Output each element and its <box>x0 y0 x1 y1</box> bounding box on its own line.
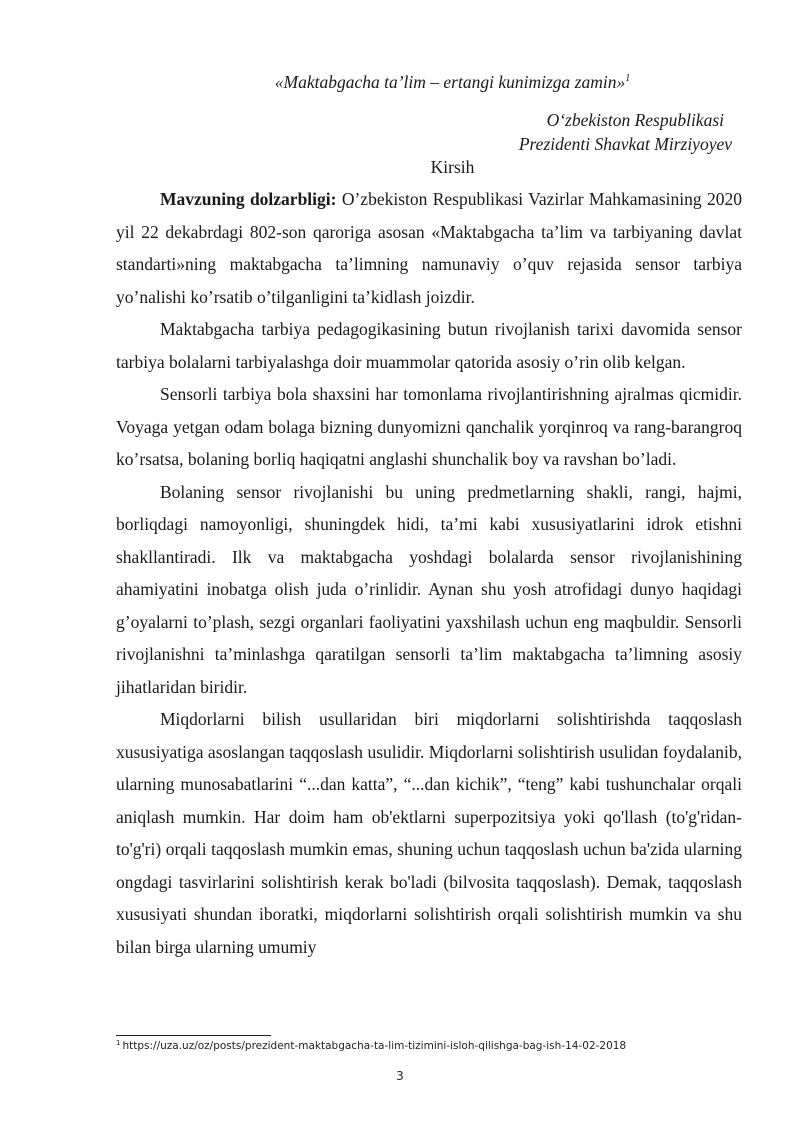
epigraph-quote <box>0 72 800 93</box>
paragraph-text: Miqdorlarni bilish usullaridan biri miqdorlarni solishtirishda taqqoslash xususiyatiga asoslangan taqqoslash usulidir. Miqdorlarni solishtirish usulidan foydalanib, ularning munosabatlarini “...dan katta”, “...dan kichik”, “teng” kabi tushunchalar orqali aniqlash mumkin. Har doim ham ob'ektlarni superpozitsiya yoki qo'llash (to'g'ridan-to'g'ri) orqali taqqoslash mumkin emas, shuning uchun taqqoslash uchun ba'zida ularning ongdagi tasvirlarini solishtirish kerak bo'ladi (bilvosita taqqoslash). Demak, taqqoslash xususiyati shundan iboratki, miqdorlarni solishtirish orqali solishtirish mumkin va shu bilan birga ularning umumiy <box>116 709 742 957</box>
footnote <box>116 1040 626 1052</box>
epigraph-attribution <box>519 108 732 156</box>
body-text <box>116 183 742 963</box>
footnote-divider <box>116 1035 271 1036</box>
page-number: 3 <box>396 1069 404 1083</box>
paragraph <box>116 703 742 963</box>
attribution-line-1: O‘zbekiston Respublikasi <box>546 110 724 130</box>
footnote-link[interactable]: https://uza.uz/oz/posts/prezident-maktabgacha-ta-lim-tizimini-isloh-qilishga-bag-ish-14-02-2018 <box>122 1040 627 1052</box>
epigraph-quote-text: «Maktabgacha ta’lim – ertangi kunimizga zamin» <box>274 72 626 92</box>
paragraph <box>116 183 742 313</box>
paragraph-text: O’zbekiston Respublikasi Vazirlar Mahkamasining 2020 yil 22 dekabrdagi 802-son qaroriga asosan «Maktabgacha ta’lim va tarbiyaning davlat standarti»ning maktabgacha ta’limning namunaviy o’quv rejasida sensor tarbiya yo’nalishi ko’rsatib o’tilganligini ta’kidlash joizdir. <box>116 189 742 307</box>
attribution-line-2: Prezidenti Shavkat Mirziyoyev <box>518 134 732 154</box>
footnote-reference[interactable]: 1 <box>625 73 631 85</box>
paragraph-text: Maktabgacha tarbiya pedagogikasining butun rivojlanish tarixi davomida sensor tarbiya bolalarni tarbiyalashga doir muammolar qatorida asosiy o’rin olib kelgan. <box>116 319 742 372</box>
paragraph <box>116 476 742 704</box>
paragraph <box>116 378 742 476</box>
paragraph <box>116 313 742 378</box>
paragraph-lead: Mavzuning dolzarbligi: <box>160 189 337 209</box>
section-heading: Kirsih <box>430 157 475 177</box>
paragraph-text: Sensorli tarbiya bola shaxsini har tomonlama rivojlantirishning ajralmas qicmidir. Voyaga yetgan odam bolaga bizning dunyomizni qanchalik yorqinroq va rang-barangroq ko’rsatsa, bolaning borliq haqiqatni anglashi shunchalik boy va ravshan bo’ladi. <box>116 384 742 469</box>
paragraph-text: Bolaning sensor rivojlanishi bu uning predmetlarning shakli, rangi, hajmi, borliqdagi namoyonligi, shuningdek hidi, ta’mi kabi xususiyatlarini idrok etishni shakllantiradi. Ilk va maktabgacha yoshdagi bolalarda sensor rivojlanishining ahamiyatini inobatga olish juda o’rinlidir. Aynan shu yosh atrofidagi dunyo haqidagi g’oyalarni to’plash, sezgi organlari faoliyatini yaxshilash uchun eng maqbuldir. Sensorli rivojlanishni ta’minlashga qaratilgan sensorli ta’lim maktabgacha ta’limning asosiy jihatlaridan biridir. <box>116 481 742 697</box>
footnote-mark: 1 <box>116 1038 121 1047</box>
